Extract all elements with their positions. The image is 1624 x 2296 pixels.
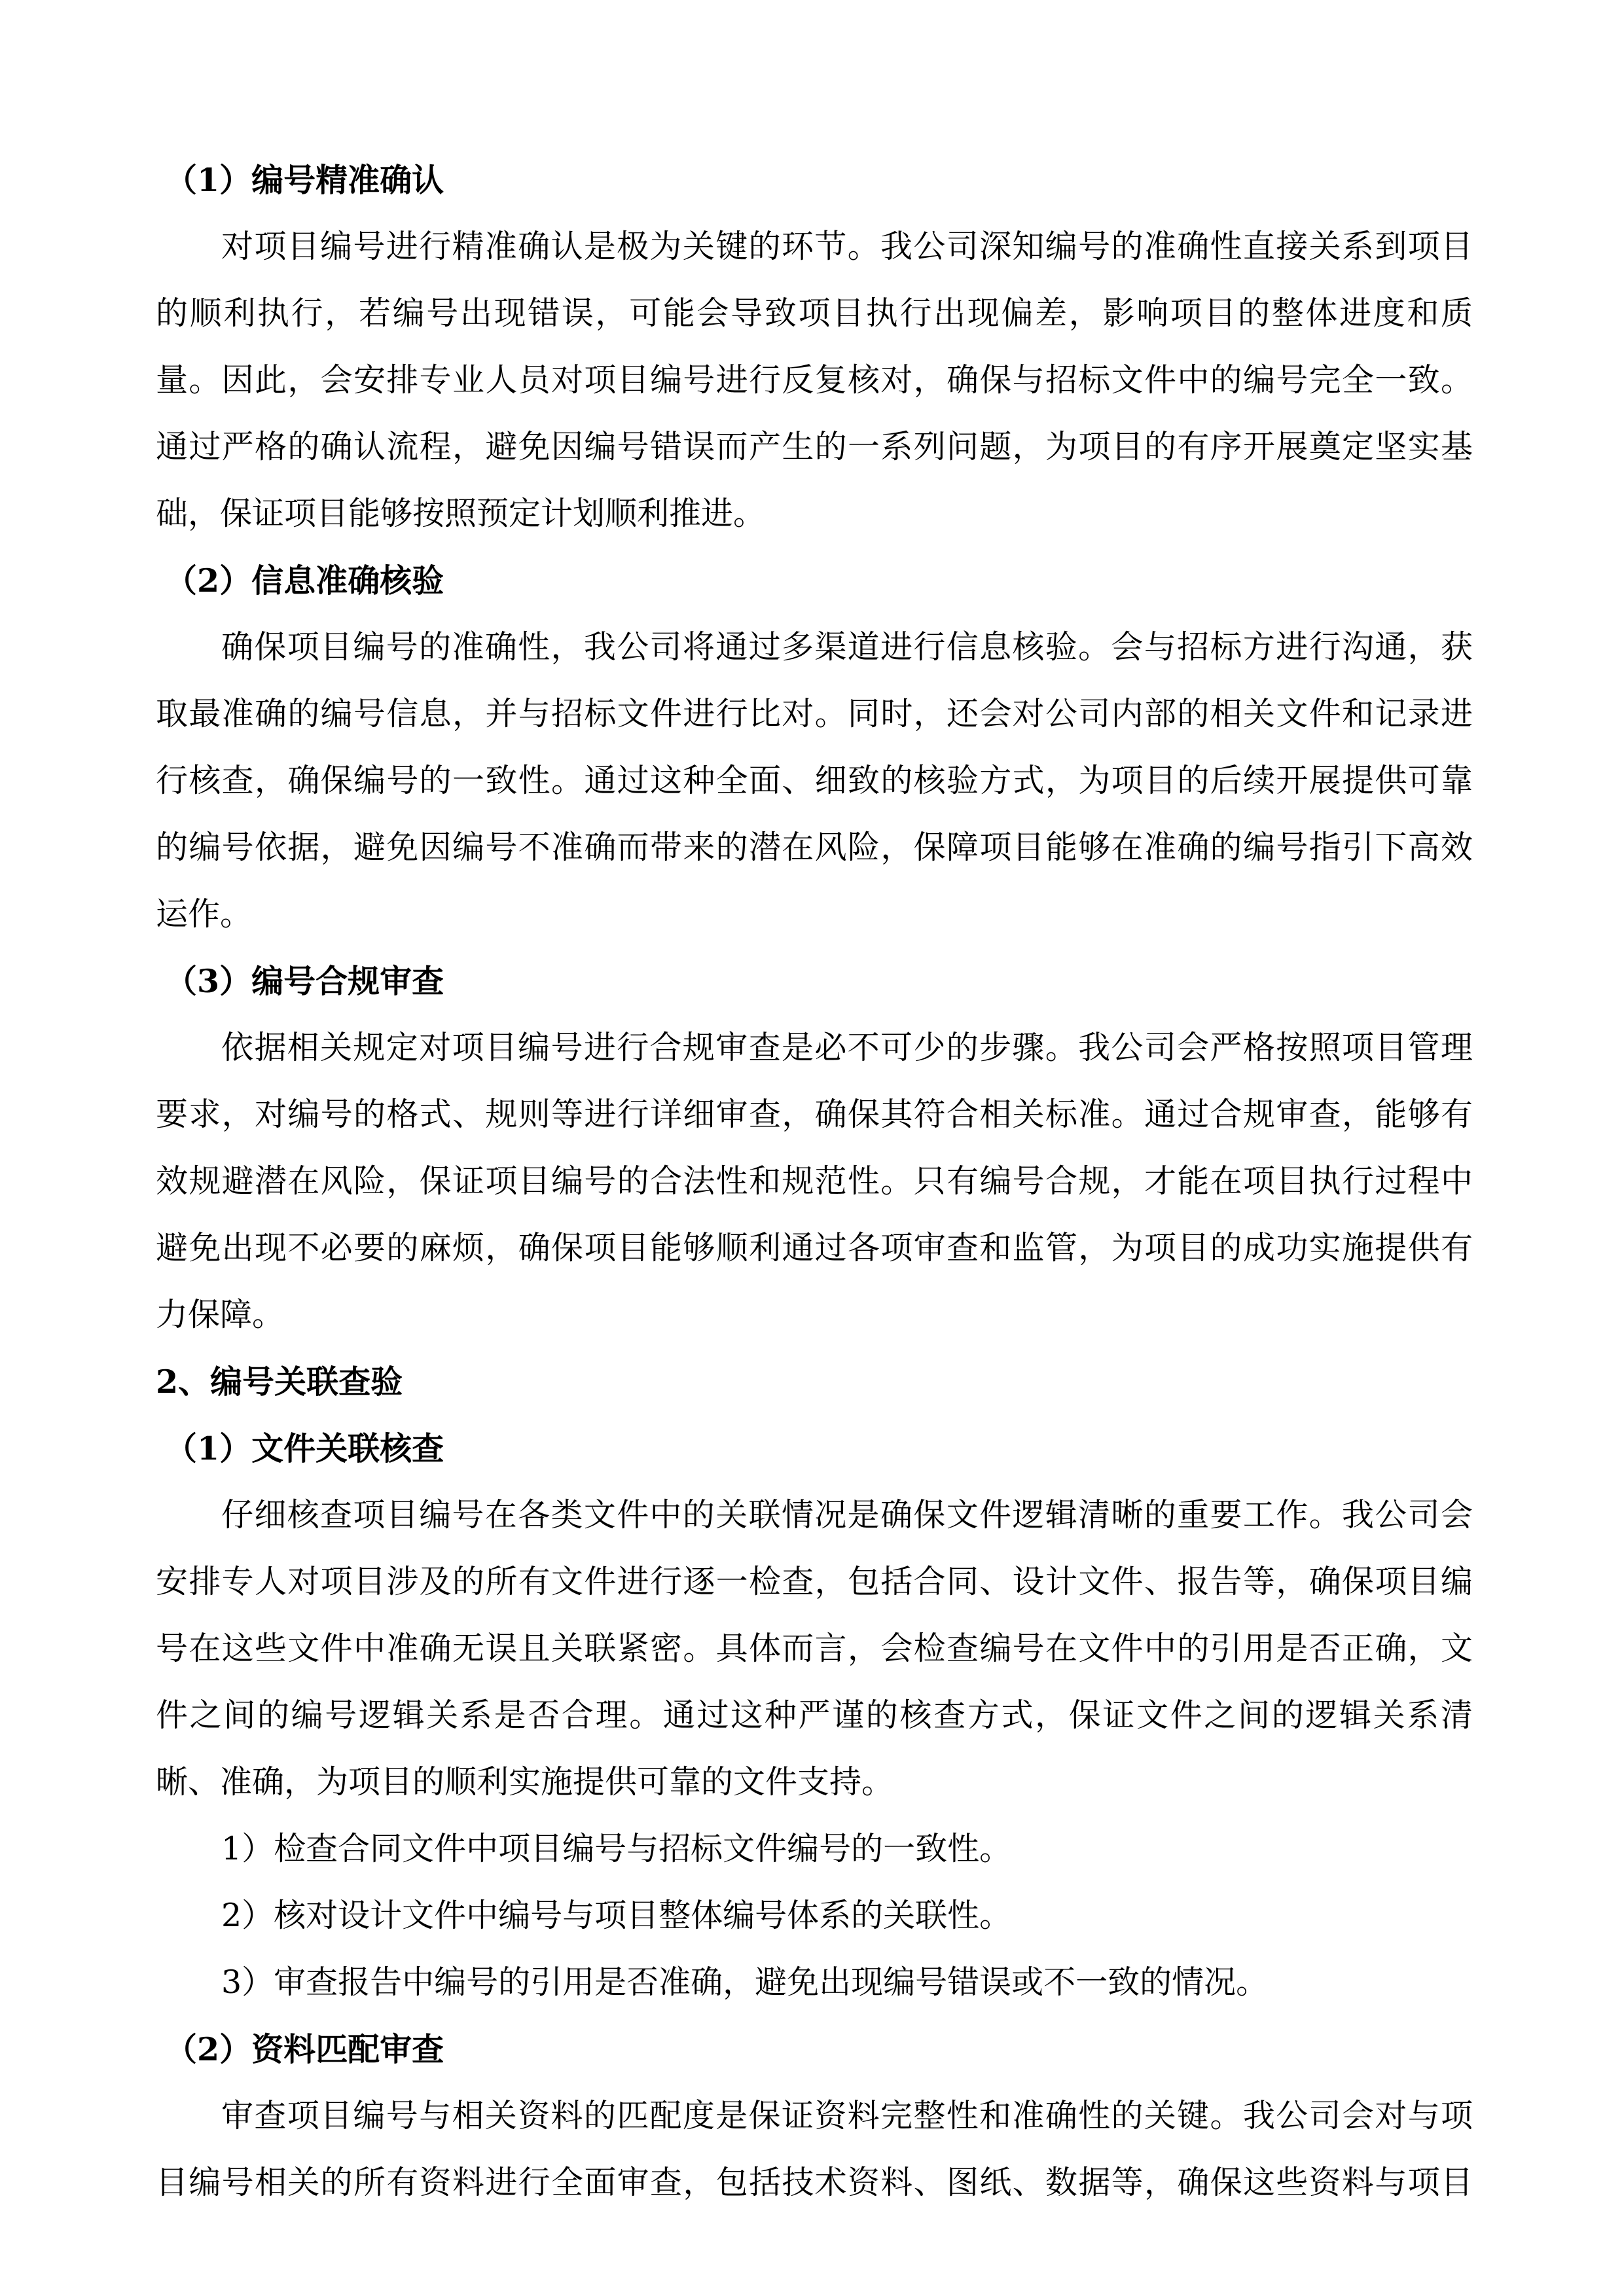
paragraph-line: 效规避潜在风险，保证项目编号的合法性和规范性。只有编号合规，才能在项目执行过程中: [156, 1162, 1473, 1200]
paragraph-line: 的编号依据，避免因编号不准确而带来的潜在风险，保障项目能够在准确的编号指引下高效: [156, 829, 1473, 866]
paragraph-line: 通过严格的确认流程，避免因编号错误而产生的一系列问题，为项目的有序开展奠定坚实基: [156, 428, 1473, 465]
paragraph-line: 安排专人对项目涉及的所有文件进行逐一检查，包括合同、设计文件、报告等，确保项目编: [156, 1563, 1473, 1600]
paragraph: [156, 213, 1473, 547]
subsection-heading: （2）信息准确核验: [165, 562, 444, 600]
paragraph-line: 审查项目编号与相关资料的匹配度是保证资料完整性和准确性的关键。我公司会对与项: [221, 2097, 1473, 2134]
list-item: 1）检查合同文件中项目编号与招标文件编号的一致性。: [221, 1830, 1012, 1867]
subsection-heading: （3）编号合规审查: [165, 962, 444, 1000]
paragraph-line: 目编号相关的所有资料进行全面审查，包括技术资料、图纸、数据等，确保这些资料与项目: [156, 2164, 1473, 2201]
paragraph: [156, 2083, 1473, 2216]
paragraph-line: 取最准确的编号信息，并与招标文件进行比对。同时，还会对公司内部的相关文件和记录进: [156, 695, 1473, 732]
list-item: 2）核对设计文件中编号与项目整体编号体系的关联性。: [221, 1897, 1012, 1934]
subsection-heading: （1）编号精准确认: [165, 161, 444, 199]
paragraph-line: 避免出现不必要的麻烦，确保项目能够顺利通过各项审查和监管，为项目的成功实施提供有: [156, 1229, 1473, 1266]
document-body: [156, 147, 1473, 2216]
paragraph-line: 晰、准确，为项目的顺利实施提供可靠的文件支持。: [156, 1763, 894, 1801]
paragraph-line: 运作。: [156, 895, 253, 933]
subsection-heading: （2）资料匹配审查: [165, 2030, 444, 2068]
paragraph-line: 确保项目编号的准确性，我公司将通过多渠道进行信息核验。会与招标方进行沟通，获: [221, 628, 1473, 666]
section-heading: 2、编号关联查验: [156, 1363, 403, 1401]
paragraph: [156, 1014, 1473, 1348]
paragraph: [156, 1482, 1473, 1816]
paragraph-line: 要求，对编号的格式、规则等进行详细审查，确保其符合相关标准。通过合规审查，能够有: [156, 1096, 1473, 1133]
paragraph-line: 件之间的编号逻辑关系是否合理。通过这种严谨的核查方式，保证文件之间的逻辑关系清: [156, 1696, 1473, 1734]
paragraph-line: 量。因此，会安排专业人员对项目编号进行反复核对，确保与招标文件中的编号完全一致。: [156, 361, 1473, 399]
paragraph-line: 仔细核查项目编号在各类文件中的关联情况是确保文件逻辑清晰的重要工作。我公司会: [221, 1496, 1473, 1534]
paragraph-line: 依据相关规定对项目编号进行合规审查是必不可少的步骤。我公司会严格按照项目管理: [221, 1029, 1473, 1066]
paragraph-line: 对项目编号进行精准确认是极为关键的环节。我公司深知编号的准确性直接关系到项目: [221, 228, 1473, 265]
paragraph-line: 础，保证项目能够按照预定计划顺利推进。: [156, 495, 766, 532]
paragraph: [156, 614, 1473, 948]
paragraph-line: 的顺利执行，若编号出现错误，可能会导致项目执行出现偏差，影响项目的整体进度和质: [156, 295, 1473, 332]
list-item: 3）审查报告中编号的引用是否准确，避免出现编号错误或不一致的情况。: [221, 1964, 1269, 2001]
subsection-heading: （1）文件关联核查: [165, 1429, 444, 1467]
paragraph-line: 行核查，确保编号的一致性。通过这种全面、细致的核验方式，为项目的后续开展提供可靠: [156, 762, 1473, 799]
paragraph-line: 号在这些文件中准确无误且关联紧密。具体而言，会检查编号在文件中的引用是否正确，文: [156, 1630, 1473, 1667]
paragraph-line: 力保障。: [156, 1296, 285, 1333]
